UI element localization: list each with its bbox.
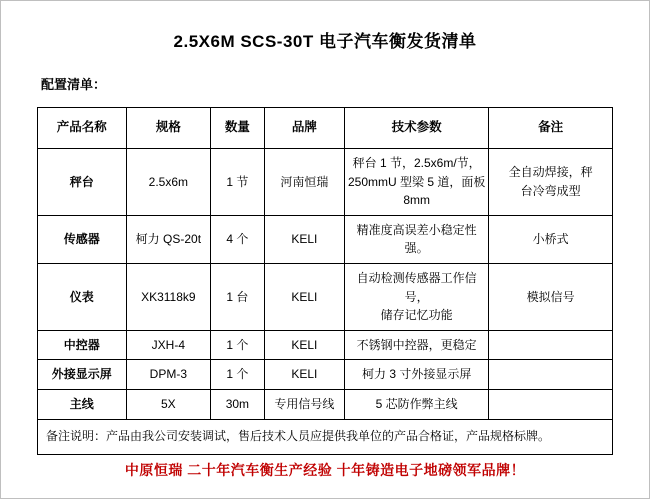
- cell-product-name: 仪表: [38, 263, 127, 330]
- cell-spec: 柯力 QS-20t: [126, 215, 210, 263]
- table-row: [38, 360, 613, 390]
- cell-brand: KELI: [264, 215, 344, 263]
- table-row: [38, 149, 613, 216]
- cell-params-line1: 秤台 1 节，2.5x6m/节，: [352, 156, 481, 170]
- cell-spec: 2.5x6m: [126, 149, 210, 216]
- column-header-params: 技术参数: [345, 108, 489, 149]
- table-note: 备注说明：产品由我公司安装调试，售后技术人员应提供我单位的产品合格证，产品规格标牌。: [38, 419, 613, 454]
- cell-product-name: 秤台: [38, 149, 127, 216]
- config-table-container: [37, 107, 613, 455]
- cell-brand: KELI: [264, 330, 344, 360]
- cell-remark: [489, 149, 613, 216]
- cell-brand: KELI: [264, 263, 344, 330]
- cell-remark: [489, 360, 613, 390]
- cell-qty: 1 个: [211, 360, 265, 390]
- cell-qty: 1 个: [211, 330, 265, 360]
- cell-params: 精准度高误差小稳定性强。: [345, 215, 489, 263]
- config-table: [37, 107, 613, 455]
- cell-params-line2: 250mmU 型梁 5 道，面板 8mm: [347, 174, 486, 208]
- cell-brand: KELI: [264, 360, 344, 390]
- cell-remark-line2: 台冷弯成型: [520, 183, 581, 198]
- cell-qty: 1 节: [211, 149, 265, 216]
- subtitle: 配置清单：: [41, 77, 107, 92]
- cell-spec: 5X: [126, 389, 210, 419]
- page-title: 2.5X6M SCS-30T 电子汽车衡发货清单: [173, 32, 477, 51]
- cell-params-line1: 自动检测传感器工作信号，: [356, 270, 477, 304]
- cell-spec: XK3118k9: [126, 263, 210, 330]
- cell-remark-line1: 全自动焊接，秤: [508, 165, 593, 180]
- column-header-name: 产品名称: [38, 108, 127, 149]
- cell-spec: DPM-3: [126, 360, 210, 390]
- table-row: [38, 389, 613, 419]
- cell-params: 不锈钢中控器，更稳定: [345, 330, 489, 360]
- cell-remark: 小桥式: [489, 215, 613, 263]
- table-note-row: [38, 419, 613, 454]
- cell-product-name: 外接显示屏: [38, 360, 127, 390]
- cell-qty: 1 台: [211, 263, 265, 330]
- cell-qty: 30m: [211, 389, 265, 419]
- cell-spec: JXH-4: [126, 330, 210, 360]
- cell-params: 5 芯防作弊主线: [345, 389, 489, 419]
- footer-slogan: 中原恒瑞 二十年汽车衡生产经验 十年铸造电子地磅领军品牌！: [124, 462, 526, 478]
- cell-product-name: 传感器: [38, 215, 127, 263]
- cell-brand: 河南恒瑞: [264, 149, 344, 216]
- cell-remark: [489, 389, 613, 419]
- cell-product-name: 中控器: [38, 330, 127, 360]
- cell-remark: [489, 330, 613, 360]
- cell-product-name: 主线: [38, 389, 127, 419]
- cell-params-line2: 储存记忆功能: [380, 308, 453, 323]
- table-row: [38, 263, 613, 330]
- cell-brand: 专用信号线: [264, 389, 344, 419]
- cell-qty: 4 个: [211, 215, 265, 263]
- table-row: [38, 330, 613, 360]
- cell-remark: 模拟信号: [489, 263, 613, 330]
- column-header-qty: 数量: [211, 108, 265, 149]
- cell-params: [345, 149, 489, 216]
- table-row: [38, 215, 613, 263]
- column-header-brand: 品牌: [264, 108, 344, 149]
- cell-params: [345, 263, 489, 330]
- cell-params: 柯力 3 寸外接显示屏: [345, 360, 489, 390]
- column-header-remark: 备注: [489, 108, 613, 149]
- table-header-row: [38, 108, 613, 149]
- column-header-spec: 规格: [126, 108, 210, 149]
